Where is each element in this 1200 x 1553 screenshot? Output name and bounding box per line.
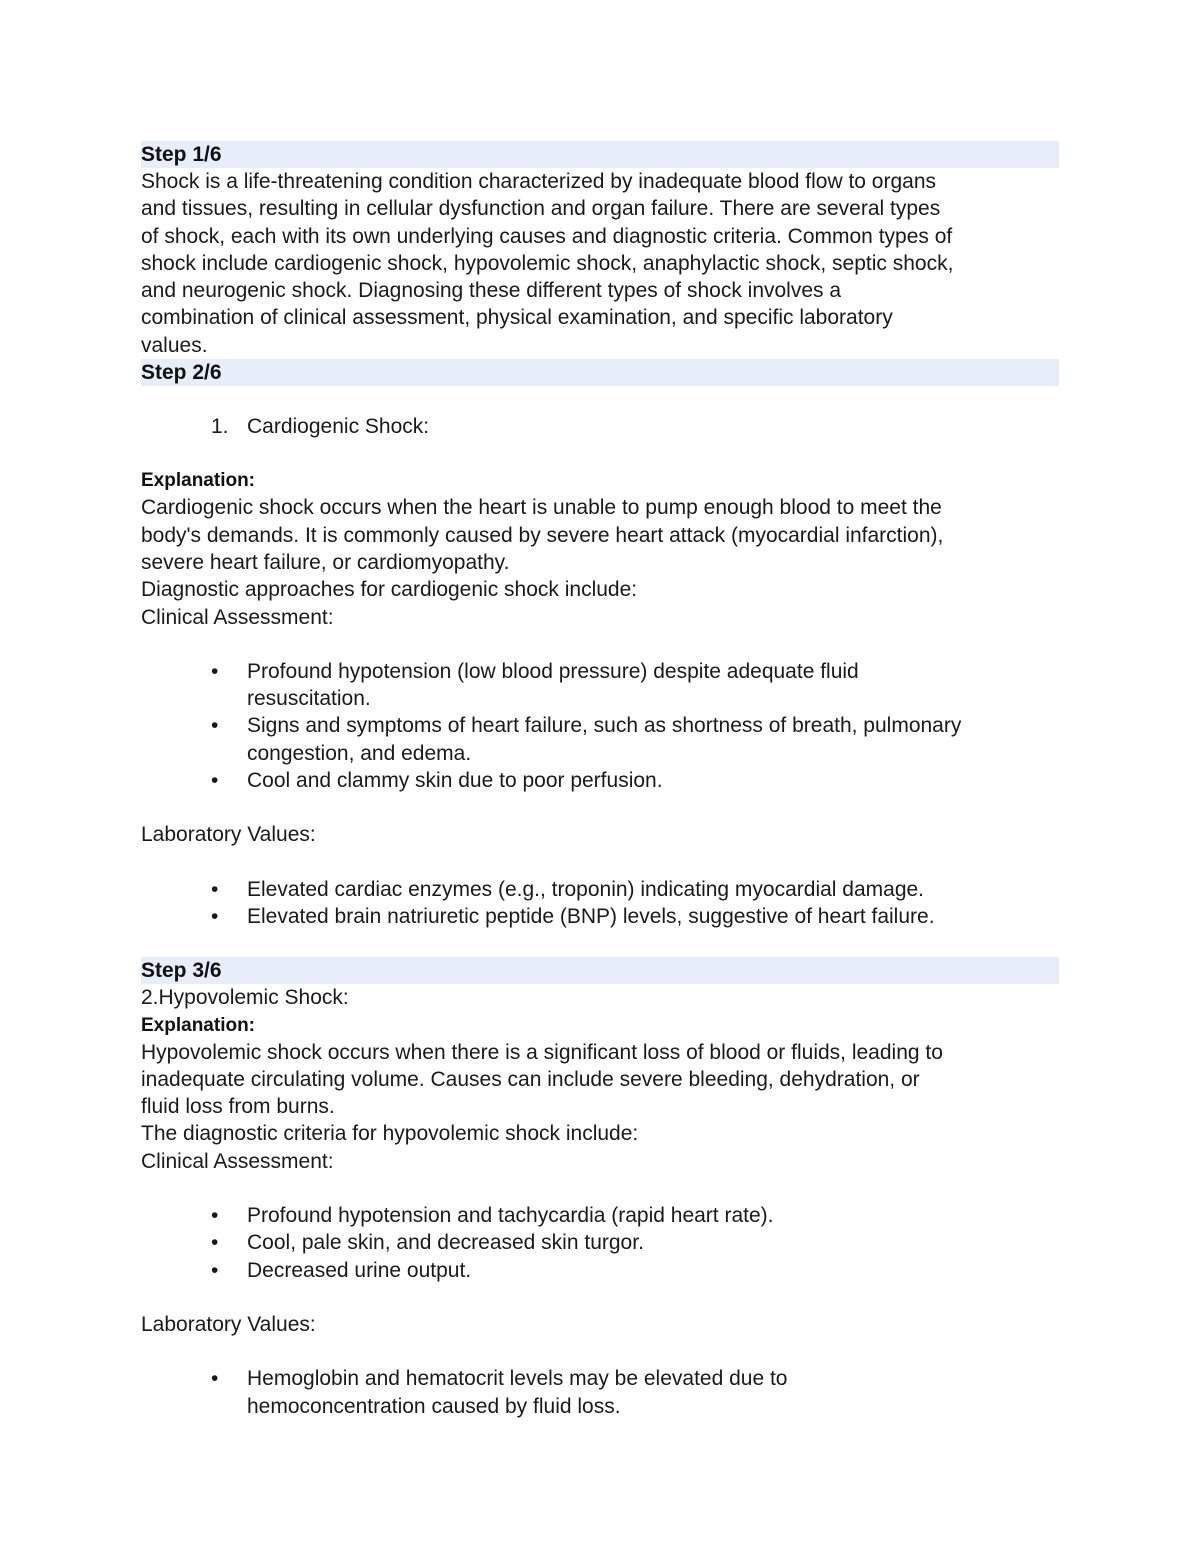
list-item: [141, 712, 1059, 767]
list-item-line: Elevated brain natriuretic peptide (BNP) levels, suggestive of heart failure.: [247, 904, 935, 928]
list-item-line: congestion, and edema.: [247, 741, 472, 765]
explanation-label: Explanation:: [141, 1014, 256, 1036]
text-line: Shock is a life-threatening condition characterized by inadequate blood flow to organs: [141, 170, 936, 193]
list-item: [141, 1229, 1059, 1256]
list-item: [141, 1202, 1059, 1229]
lab-list: [141, 1365, 1059, 1420]
list-item-line: Cool, pale skin, and decreased skin turgor.: [247, 1231, 644, 1255]
bullet-icon: •: [211, 1231, 219, 1255]
text-line: body's demands. It is commonly caused by severe heart attack (myocardial infarction),: [141, 523, 944, 547]
document-page: [141, 141, 1059, 1420]
list-item: [141, 767, 1059, 794]
step-1-header: Step 1/6: [141, 141, 1059, 168]
list-item: [141, 1365, 1059, 1420]
bullet-icon: •: [211, 714, 219, 738]
list-item-line: Elevated cardiac enzymes (e.g., troponin) indicating myocardial damage.: [247, 877, 925, 901]
step-2-header: Step 2/6: [141, 359, 1059, 386]
section-heading: 2.Hypovolemic Shock:: [141, 986, 349, 1010]
text-line: of shock, each with its own underlying causes and diagnostic criteria. Common types of: [141, 224, 953, 248]
step-1-paragraph: [141, 168, 1059, 359]
list-item: [141, 1257, 1059, 1284]
clinical-list: [141, 658, 1059, 794]
bullet-icon: •: [211, 1258, 219, 1282]
text-line: and neurogenic shock. Diagnosing these different types of shock involves a: [141, 279, 842, 303]
list-item-line: resuscitation.: [247, 687, 371, 711]
text-line: and tissues, resulting in cellular dysfunction and organ failure. There are several types: [141, 197, 941, 221]
list-item: [141, 876, 1059, 903]
numbered-list: [141, 413, 1059, 440]
laboratory-values-label: Laboratory Values:: [141, 1312, 316, 1336]
list-item-line: hemoconcentration caused by fluid loss.: [247, 1394, 621, 1418]
list-item-line: Cool and clammy skin due to poor perfusion.: [247, 769, 663, 793]
explanation-label: Explanation:: [141, 470, 256, 492]
bullet-icon: •: [211, 1367, 219, 1391]
list-number: 1.: [211, 415, 229, 439]
clinical-list: [141, 1202, 1059, 1284]
diagnostic-intro: Diagnostic approaches for cardiogenic shock include:: [141, 578, 638, 602]
clinical-assessment-label: Clinical Assessment:: [141, 605, 334, 629]
text-line: Hypovolemic shock occurs when there is a significant loss of blood or fluids, leading to: [141, 1040, 943, 1064]
list-item: [141, 903, 1059, 930]
lab-list: [141, 876, 1059, 931]
text-line: inadequate circulating volume. Causes can include severe bleeding, dehydration, or: [141, 1067, 920, 1091]
bullet-icon: •: [211, 769, 219, 793]
bullet-icon: •: [211, 877, 219, 901]
list-item: [141, 658, 1059, 713]
list-item-line: Hemoglobin and hematocrit levels may be elevated due to: [247, 1367, 788, 1391]
bullet-icon: •: [211, 904, 219, 928]
list-item-line: Signs and symptoms of heart failure, such as shortness of breath, pulmonary: [247, 714, 962, 738]
clinical-assessment-label: Clinical Assessment:: [141, 1149, 334, 1173]
laboratory-values-label: Laboratory Values:: [141, 823, 316, 847]
text-line: values.: [141, 333, 208, 357]
text-line: Cardiogenic shock occurs when the heart is unable to pump enough blood to meet the: [141, 496, 942, 520]
list-item: [141, 413, 1059, 440]
list-item-text: Cardiogenic Shock:: [247, 415, 430, 439]
list-item-line: Profound hypotension (low blood pressure) despite adequate fluid: [247, 659, 859, 683]
text-line: combination of clinical assessment, physical examination, and specific laboratory: [141, 306, 893, 330]
text-line: fluid loss from burns.: [141, 1095, 335, 1119]
list-item-line: Decreased urine output.: [247, 1258, 472, 1282]
bullet-icon: •: [211, 659, 219, 683]
list-item-line: Profound hypotension and tachycardia (rapid heart rate).: [247, 1204, 774, 1228]
step-3-header: Step 3/6: [141, 957, 1059, 984]
text-line: shock include cardiogenic shock, hypovolemic shock, anaphylactic shock, septic shock,: [141, 251, 954, 275]
text-line: severe heart failure, or cardiomyopathy.: [141, 550, 510, 574]
bullet-icon: •: [211, 1204, 219, 1228]
diagnostic-intro: The diagnostic criteria for hypovolemic shock include:: [141, 1122, 639, 1146]
